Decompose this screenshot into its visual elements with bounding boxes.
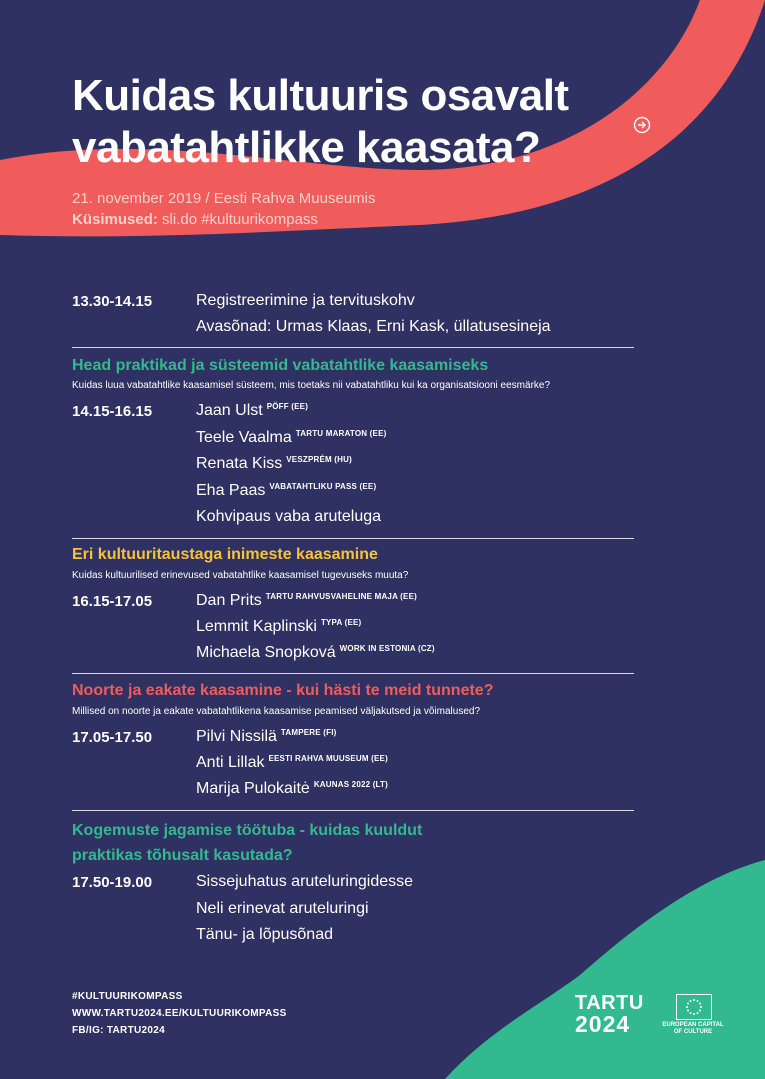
speaker bbox=[196, 402, 308, 420]
speaker bbox=[196, 780, 388, 798]
intro-item: Avasõnad: Urmas Klaas, Erni Kask, üllatusesineja bbox=[196, 318, 551, 335]
agenda-item: Sissejuhatus aruteluringidesse bbox=[196, 873, 414, 890]
green-swoosh bbox=[445, 860, 765, 1079]
speaker-affiliation: VESZPRÉM (HU) bbox=[286, 455, 352, 464]
section-2-title: Eri kultuuritaustaga inimeste kaasamine bbox=[72, 546, 378, 563]
speaker-name: Teele Vaalma bbox=[196, 429, 292, 446]
section-4-title-line-2: praktikas tõhusalt kasutada? bbox=[72, 847, 293, 864]
divider bbox=[72, 538, 634, 539]
page-title-line-2: vabatahtlikke kaasata? bbox=[72, 123, 541, 172]
speaker-name: Renata Kiss bbox=[196, 455, 283, 472]
section-3-title: Noorte ja eakate kaasamine - kui hästi te meid tunnete? bbox=[72, 682, 494, 699]
page-title-line-1: Kuidas kultuuris osavalt bbox=[72, 71, 569, 120]
footer-social: FB/IG: TARTU2024 bbox=[72, 1025, 165, 1036]
speaker-name: Marija Pulokaitė bbox=[196, 780, 310, 797]
event-date-place: 21. november 2019 / Eesti Rahva Muuseumis bbox=[72, 190, 376, 207]
section-1-title: Head praktikad ja süsteemid vabatahtlike kaasamiseks bbox=[72, 357, 489, 374]
section-3-question: Millised on noorte ja eakate vabatahtlikena kaasamise peamised väljakutsed ja võimalused? bbox=[72, 706, 481, 717]
intro-item: Registreerimine ja tervituskohv bbox=[196, 292, 415, 309]
speaker-affiliation: WORK IN ESTONIA (CZ) bbox=[339, 644, 435, 653]
event-questions bbox=[72, 210, 318, 230]
speaker-affiliation: VABATAHTLIKU PASS (EE) bbox=[269, 482, 377, 491]
speaker-name: Pilvi Nissilä bbox=[196, 728, 277, 745]
section-1-time: 14.15-16.15 bbox=[72, 403, 153, 420]
speaker-affiliation: TARTU RAHVUSVAHELINE MAJA (EE) bbox=[265, 592, 417, 601]
section-3-time: 17.05-17.50 bbox=[72, 729, 153, 746]
speaker bbox=[196, 592, 417, 610]
speaker bbox=[196, 728, 337, 746]
section-2-question: Kuidas kultuurilised erinevused vabatahtlike kaasamisel tugevuseks muuta? bbox=[72, 570, 409, 581]
speaker-affiliation: TAMPERE (FI) bbox=[280, 728, 337, 737]
tartu-logo-line-2: 2024 bbox=[575, 1011, 631, 1037]
speaker-affiliation: PÖFF (EE) bbox=[266, 402, 309, 411]
speaker bbox=[196, 618, 361, 636]
speaker-name: Dan Prits bbox=[196, 592, 262, 609]
eu-label-line-2: OF CULTURE bbox=[673, 1029, 713, 1035]
speaker-name: Anti Lillak bbox=[196, 754, 265, 771]
speaker-name: Eha Paas bbox=[196, 482, 266, 499]
speaker-affiliation: EESTI RAHVA MUUSEUM (EE) bbox=[268, 754, 388, 763]
agenda-item: Neli erinevat aruteluringi bbox=[196, 900, 369, 917]
divider bbox=[72, 347, 634, 348]
circle-arrow-icon bbox=[633, 116, 651, 134]
footer-hashtag: #KULTUURIKOMPASS bbox=[72, 991, 183, 1002]
questions-label: Küsimused: bbox=[72, 211, 158, 228]
agenda-item: Kohvipaus vaba aruteluga bbox=[196, 508, 382, 525]
intro-time: 13.30-14.15 bbox=[72, 293, 153, 310]
speaker bbox=[196, 455, 352, 473]
footer-url: WWW.TARTU2024.EE/KULTUURIKOMPASS bbox=[72, 1008, 287, 1019]
section-2-time: 16.15-17.05 bbox=[72, 593, 153, 610]
speaker-name: Lemmit Kaplinski bbox=[196, 618, 317, 635]
questions-value: sli.do #kultuurikompass bbox=[157, 211, 318, 228]
divider bbox=[72, 673, 634, 674]
section-4-title-line-1: Kogemuste jagamise töötuba - kuidas kuuldut bbox=[72, 822, 423, 839]
speaker bbox=[196, 644, 435, 662]
speaker-affiliation: TYPA (EE) bbox=[320, 618, 362, 627]
speaker bbox=[196, 754, 388, 772]
speaker-affiliation: TARTU MARATON (EE) bbox=[295, 429, 387, 438]
section-1-question: Kuidas luua vabatahtlike kaasamisel süsteem, mis toetaks nii vabatahtliku kui ka organisatsiooni eesmärke? bbox=[72, 380, 551, 391]
tartu-logo-line-1: TARTU bbox=[575, 992, 644, 1014]
agenda-item: Tänu- ja lõpusõnad bbox=[196, 926, 333, 943]
eu-capital-label bbox=[660, 1022, 726, 1036]
speaker-name: Michaela Snopková bbox=[196, 644, 336, 661]
section-4-time: 17.50-19.00 bbox=[72, 874, 153, 891]
speaker bbox=[196, 429, 386, 447]
speaker-affiliation: KAUNAS 2022 (LT) bbox=[313, 780, 389, 789]
speaker bbox=[196, 482, 376, 500]
eu-stars-icon bbox=[676, 994, 712, 1020]
speaker-name: Jaan Ulst bbox=[196, 402, 263, 419]
eu-label-line-1: EUROPEAN CAPITAL bbox=[662, 1022, 724, 1028]
divider bbox=[72, 810, 634, 811]
